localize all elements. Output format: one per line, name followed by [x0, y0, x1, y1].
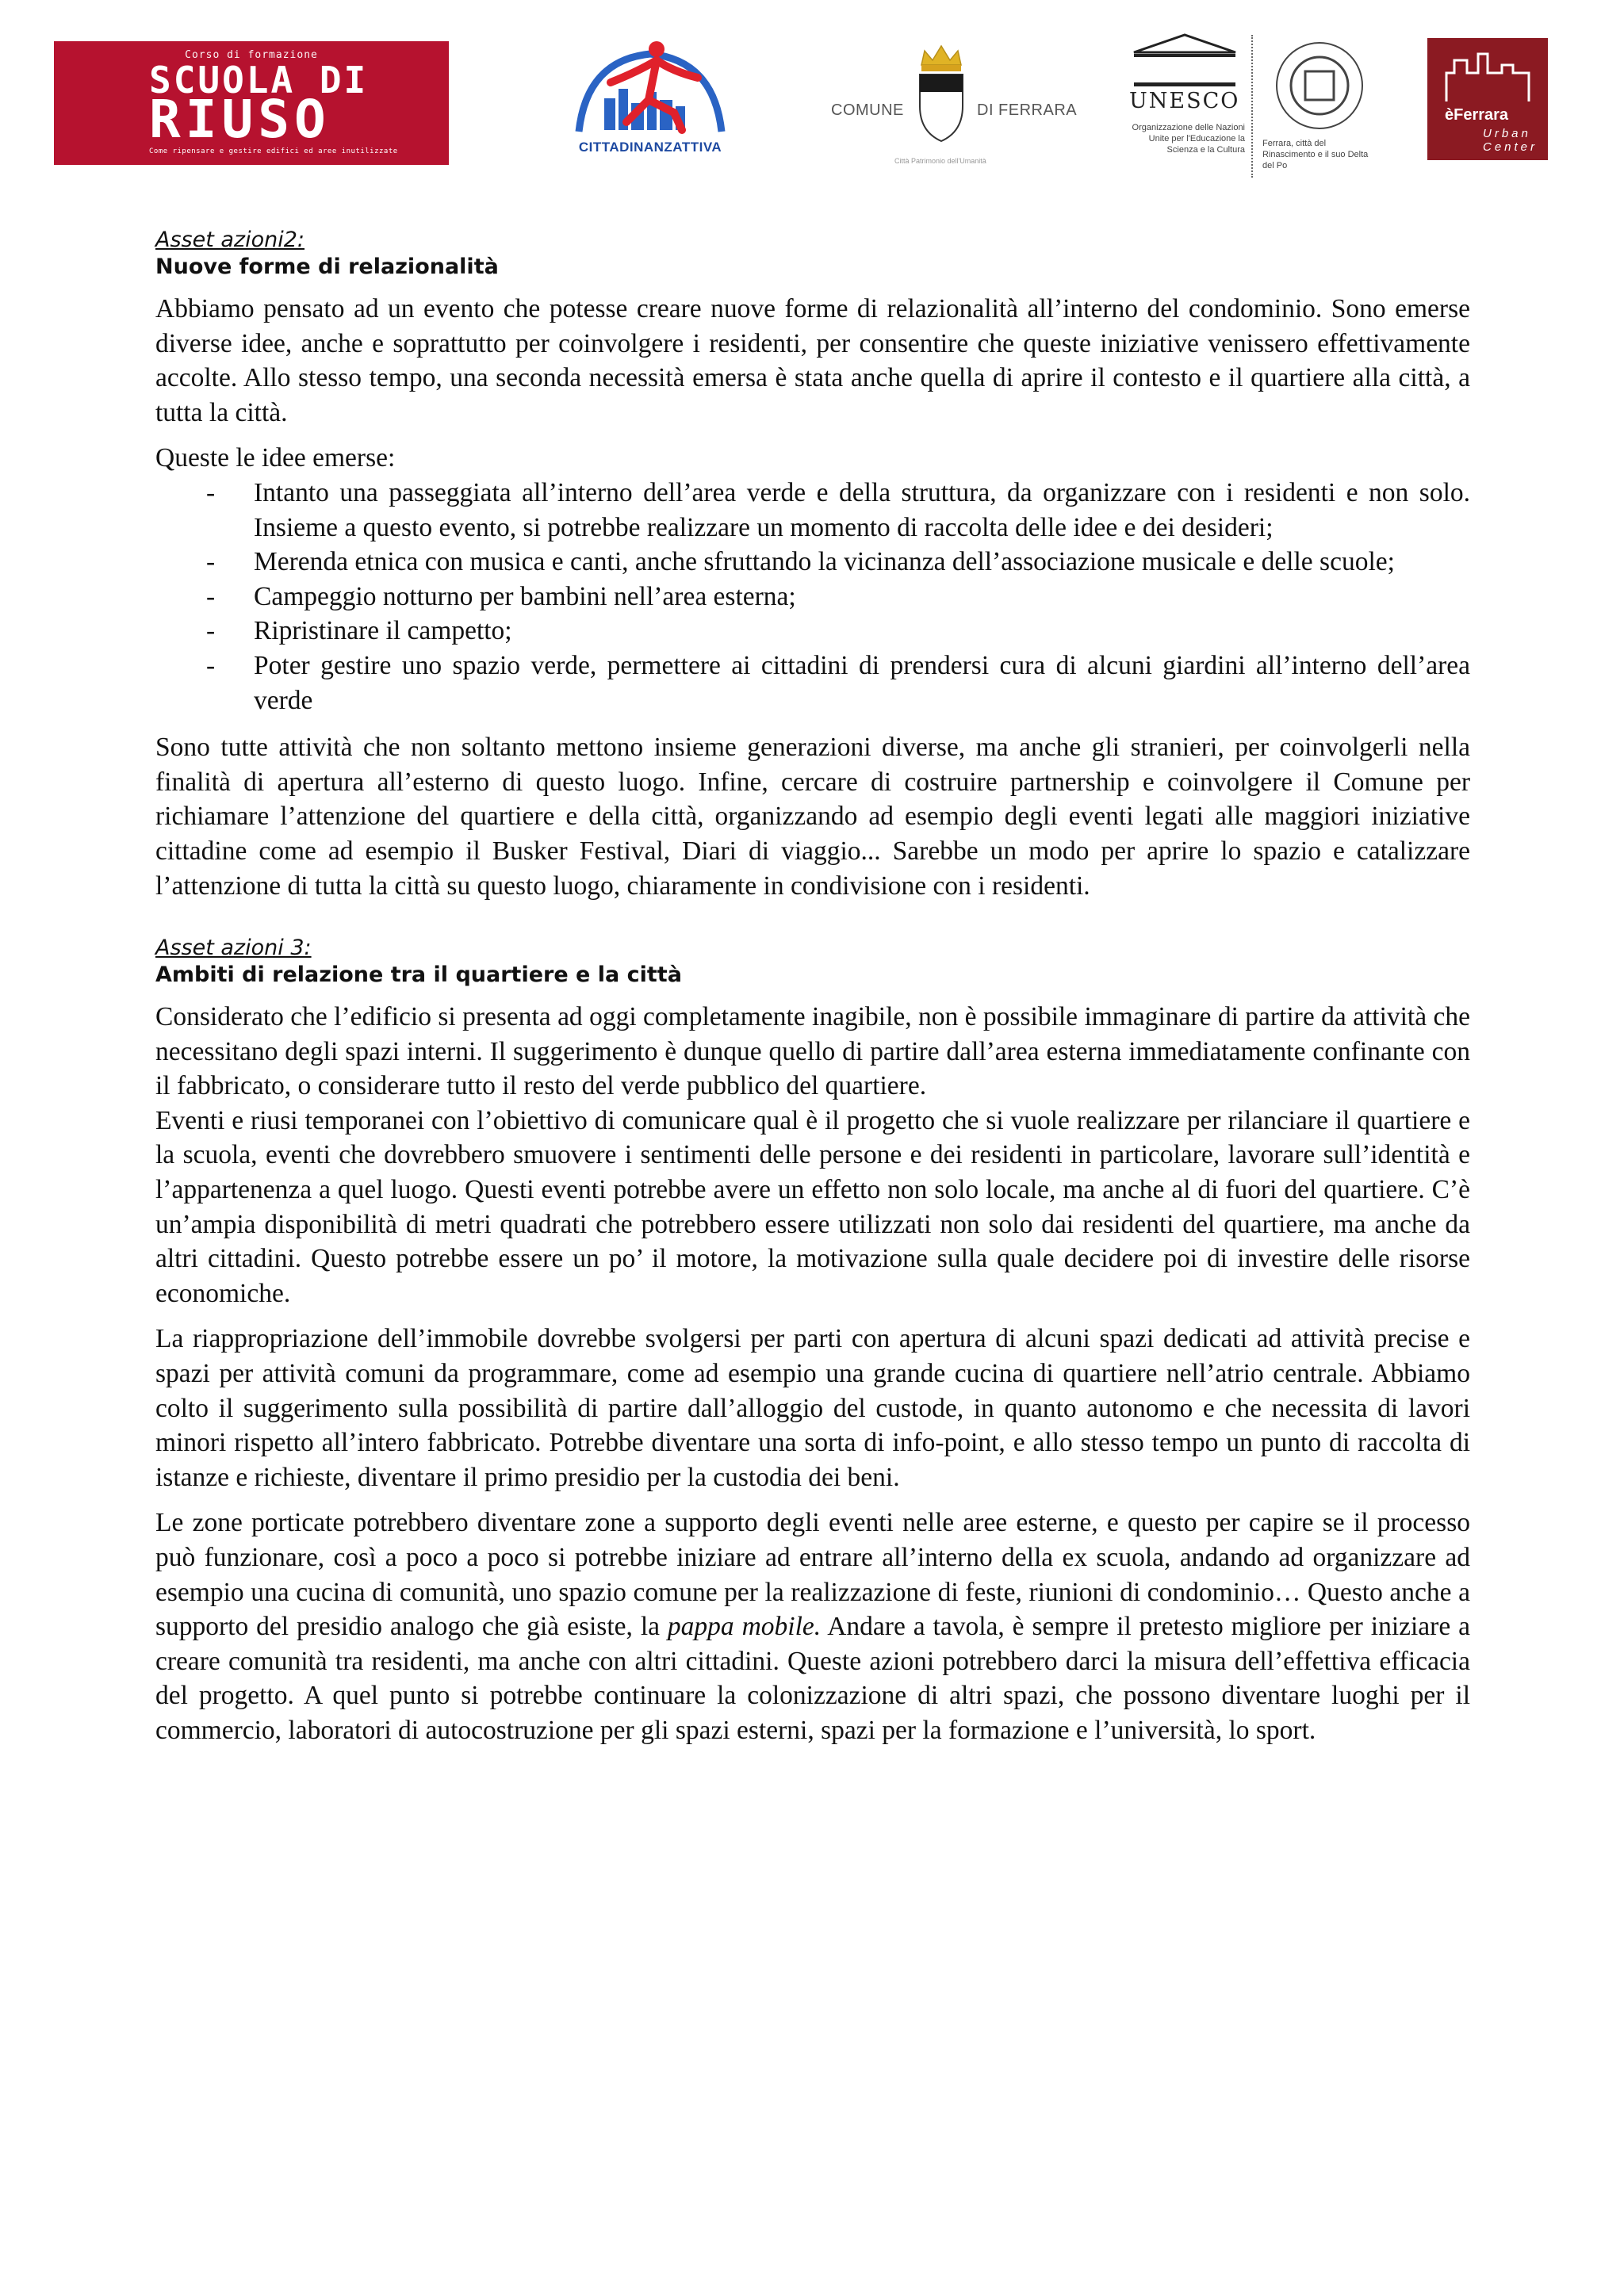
list-item-text: Merenda etnica con musica e canti, anche sfruttando la vicinanza dell’associazione musicale e delle scuole;: [254, 547, 1395, 577]
list-dash: -: [206, 477, 216, 507]
urban-center-sub-line1: Urban: [1483, 127, 1531, 140]
section2-paragraph-2: Sono tutte attività che non soltanto mettono insieme generazioni diverse, ma anche gli stranieri, per coinvolgerli nella finalità di apertura all’esterno di questo luogo. Infine, cercare di costruire partnership e coinvolgere il Comune per richiamare l’attenzione del quartiere e della città, organizzando ad esempio degli eventi legati alle maggiori iniziative cittadine come ad esempio il Busker Festival, Diari di viaggio... Sarebbe un modo per aprire lo spazio e catalizzare l’attenzione di tutta la città su questo luogo, chiaramente in condivisione con i residenti.: [155, 733, 1470, 901]
ferrara-urban-center-logo: [1427, 38, 1548, 160]
ferrara-crest-icon: [914, 43, 969, 146]
logo-course-text: Corso di formazione: [185, 49, 318, 61]
unesco-divider: [1251, 35, 1253, 178]
section3-paragraph-2: Eventi e riusi temporanei con l’obiettivo di comunicare qual è il progetto che si vuole realizzare per rilanciare il quartiere e la scuola, eventi che dovrebbero smuovere i sentimenti delle persone e dei residenti in particolare, lavorare sull’identità e l’appartenenza a quel luogo. Questi eventi potrebbe avere un effetto non solo locale, ma anche al di fuori del quartiere. C’è un’ampia disponibilità di metri quadrati che potrebbero essere utilizzati non solo dai residenti del quartiere, ma anche da altri cittadini. Questo potrebbe essere un po’ il motore, la motivazione sulla quale decidere poi di investire delle risorse economiche.: [155, 1105, 1470, 1308]
unesco-logo: [1118, 32, 1380, 182]
list-dash: -: [206, 650, 216, 680]
unesco-description: Organizzazione delle Nazioni Unite per l'Educazione la Scienza e la Cultura: [1132, 123, 1245, 155]
section2-ideas-intro: Queste le idee emerse:: [155, 443, 396, 473]
section3-label: Asset azioni 3:: [155, 936, 312, 961]
section2-paragraph-1: Abbiamo pensato ad un evento che potesse creare nuove forme di relazionalità all’interno del condominio. Sono emerse diverse idee, anche e soprattutto per coinvolgere i residenti, per consentire che queste iniziative venissero effettivamente accolte. Allo stesso tempo, una seconda necessità emersa è stata anche quella di aprire il contesto e il quartiere alla città, a tutta la città.: [155, 294, 1470, 427]
world-heritage-emblem-icon: [1274, 40, 1365, 132]
list-dash: -: [206, 581, 216, 611]
urban-center-building-icon: [1443, 49, 1532, 103]
unesco-word: UNESCO: [1129, 89, 1240, 113]
header-logos: [0, 0, 1624, 206]
section3-paragraph-3: La riappropriazione dell’immobile dovrebbe svolgersi per parti con apertura di alcuni spazi dedicati ad attività precise e spazi per attività comuni da programmare, come ad esempio una grande cucina di quartiere nell’atrio centrale. Abbiamo colto il suggerimento sulla possibilità di partire dall’alloggio del custode, in quanto autonomo e che necessita di lavori minori rispetto all’intero fabbricato. Potrebbe diventare una sorta di info-point, e allo stesso tempo un punto di raccolta di istanze e richieste, diventare il primo presidio per la custodia dei beni.: [155, 1324, 1470, 1492]
document-body: [155, 227, 1470, 1759]
pappa-mobile-italic: pappa mobile.: [667, 1612, 822, 1642]
list-item-text: Campeggio notturno per bambini nell’area esterna;: [254, 581, 796, 611]
urban-center-sub: [1483, 127, 1538, 154]
unesco-temple-icon: [1129, 33, 1240, 89]
section3-paragraph-4: [155, 1506, 1470, 1747]
ferrara-di-ferrara-text: DI FERRARA: [977, 101, 1078, 119]
list-dash: -: [206, 547, 216, 577]
urban-center-sub-line2: Center: [1483, 140, 1538, 154]
ferrara-heritage-description: Ferrara, città del Rinascimento e il suo Delta del Po: [1262, 139, 1369, 170]
section-spacer: [155, 914, 1470, 935]
list-item-text: Intanto una passeggiata all’interno dell’area verde e della struttura, da organizzare con i residenti e non solo. Insieme a questo evento, si potrebbe realizzare un momento di raccolta delle idee e dei desideri;: [254, 477, 1470, 542]
section3-title: Ambiti di relazione tra il quartiere e la città: [155, 962, 682, 988]
section2-title: Nuove forme di relazionalità: [155, 254, 499, 279]
section2-label: Asset azioni2:: [155, 228, 305, 252]
urban-center-brand: èFerrara: [1445, 106, 1509, 124]
scuola-di-riuso-logo: [54, 41, 449, 165]
logo-tagline: Come ripensare e gestire edifici ed aree inutilizzate: [149, 147, 398, 155]
list-item: [155, 545, 1470, 580]
list-item-text: Poter gestire uno spazio verde, permettere ai cittadini di prendersi cura di alcuni giardini all’interno dell’area verde: [254, 650, 1470, 715]
ideas-list: [155, 476, 1470, 718]
cittadinanzattiva-label: CITTADINANZATTIVA: [578, 140, 722, 155]
cittadinanzattiva-emblem-icon: [563, 36, 737, 140]
cittadinanzattiva-logo: [563, 36, 737, 170]
ferrara-comune-text: COMUNE: [831, 101, 904, 119]
section3-paragraph-1: Considerato che l’edificio si presenta ad oggi completamente inagibile, non è possibile immaginare di partire da attività che necessitano degli spazi interni. Il suggerimento è dunque quello di partire dall’area esterna immediatamente confinante con il fabbricato, o considerare tutto il resto del verde pubblico del quartiere.: [155, 1002, 1470, 1101]
list-dash: -: [206, 616, 216, 646]
list-item: [155, 580, 1470, 614]
logo-title-line1: SCUOLA DI: [149, 59, 369, 101]
list-item-text: Ripristinare il campetto;: [254, 616, 512, 646]
section3-paragraph-4-start: Le zone porticate potrebbero diventare zone a supporto degli eventi nelle aree esterne, e questo per capire se il processo può funzionare, così a poco a poco si potrebbe iniziare ad entrare all’interno della ex scuola, andando ad organizzare ad esempio una cucina di comunità, uno spazio comune per la realizzazione di feste, riunioni di condominio… Questo anche a supporto del presidio analogo che già esiste, la: [155, 1508, 1470, 1642]
ferrara-city-tagline: Città Patrimonio dell'Umanità: [894, 157, 986, 165]
list-item: [155, 614, 1470, 649]
comune-di-ferrara-logo: [831, 40, 1085, 166]
section3-paragraph-4-end: Andare a tavola, è sempre il pretesto migliore per iniziare a creare comunità tra residenti, ma anche con altri cittadini. Queste azioni potrebbero darci la misura dell’effettiva efficacia del progetto. A quel punto si potrebbe continuare la colonizzazione di altri spazi, che possono diventare luoghi per il commercio, laboratori di autocostruzione per gli spazi esterni, spazi per la formazione e l’università, lo sport.: [155, 1612, 1470, 1745]
logo-title-line2: RIUSO: [149, 89, 331, 150]
list-item: [155, 476, 1470, 545]
list-item: [155, 649, 1470, 718]
